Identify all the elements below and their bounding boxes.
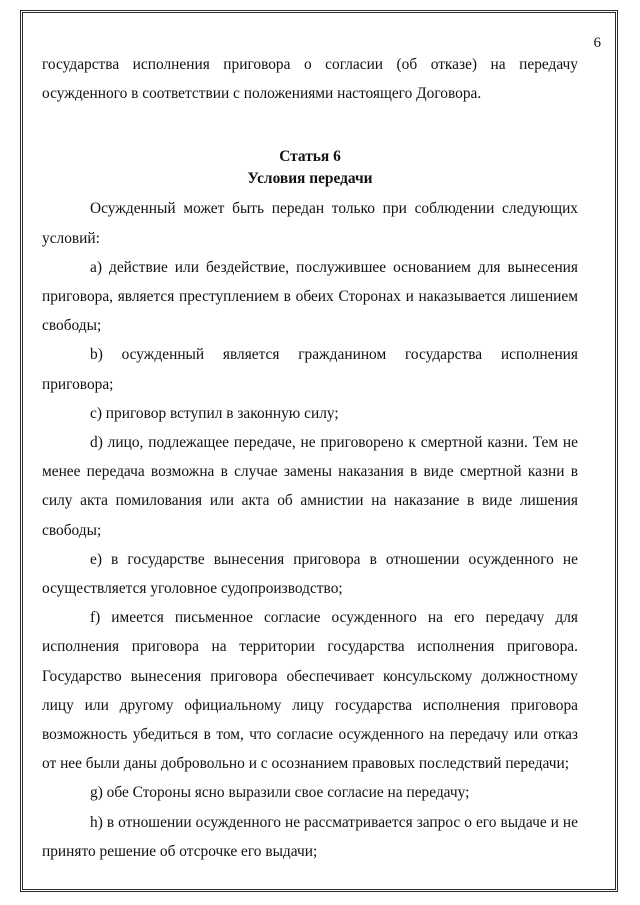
article-number: Статья 6 <box>279 148 341 166</box>
article-heading <box>42 146 578 190</box>
condition-item-b: b) осужденный является гражданином государства исполнения приговора; <box>42 346 578 393</box>
page-number: 6 <box>593 35 601 51</box>
article-lead: Осужденный может быть передан только при соблюдении следующих условий: <box>42 200 578 247</box>
document-body <box>42 50 578 866</box>
condition-item-c: c) приговор вступил в законную силу; <box>90 404 339 422</box>
condition-item-h: h) в отношении осужденного не рассматривается запрос о его выдаче и не принято решение об отсрочке его выдачи; <box>42 813 578 860</box>
condition-item-e: e) в государстве вынесения приговора в отношении осужденного не осуществляется уголовное судопроизводство; <box>42 550 578 598</box>
article-title: Условия передачи <box>247 170 373 188</box>
intro-paragraph: государства исполнения приговора о согласии (об отказе) на передачу осужденного в соответствии с положениями настоящего Договора. <box>42 56 578 103</box>
condition-item-g: g) обе Стороны ясно выразили свое согласие на передачу; <box>90 784 470 802</box>
condition-item-a: а) действие или бездействие, послужившее основанием для вынесения приговора, является преступлением в обеих Сторонах и наказывается лишением свободы; <box>42 258 578 335</box>
condition-item-d: d) лицо, подлежащее передаче, не приговорено к смертной казни. Тем не менее передача возможна в случае замены наказания в виде смертной казни в силу акта помилования или акта об амнистии на наказание в виде лишения свободы; <box>42 434 578 539</box>
condition-item-f: f) имеется письменное согласие осужденного на его передачу для исполнения приговора на территории государства исполнения приговора. Государство вынесения приговора обеспечивает консульскому должностному лицу или другому официальному лицу государства исполнения приговора возможность убедиться в том, что согласие осужденного на передачу или отказ от нее были даны добровольно и с осознанием правовых последствий передачи; <box>42 609 578 773</box>
